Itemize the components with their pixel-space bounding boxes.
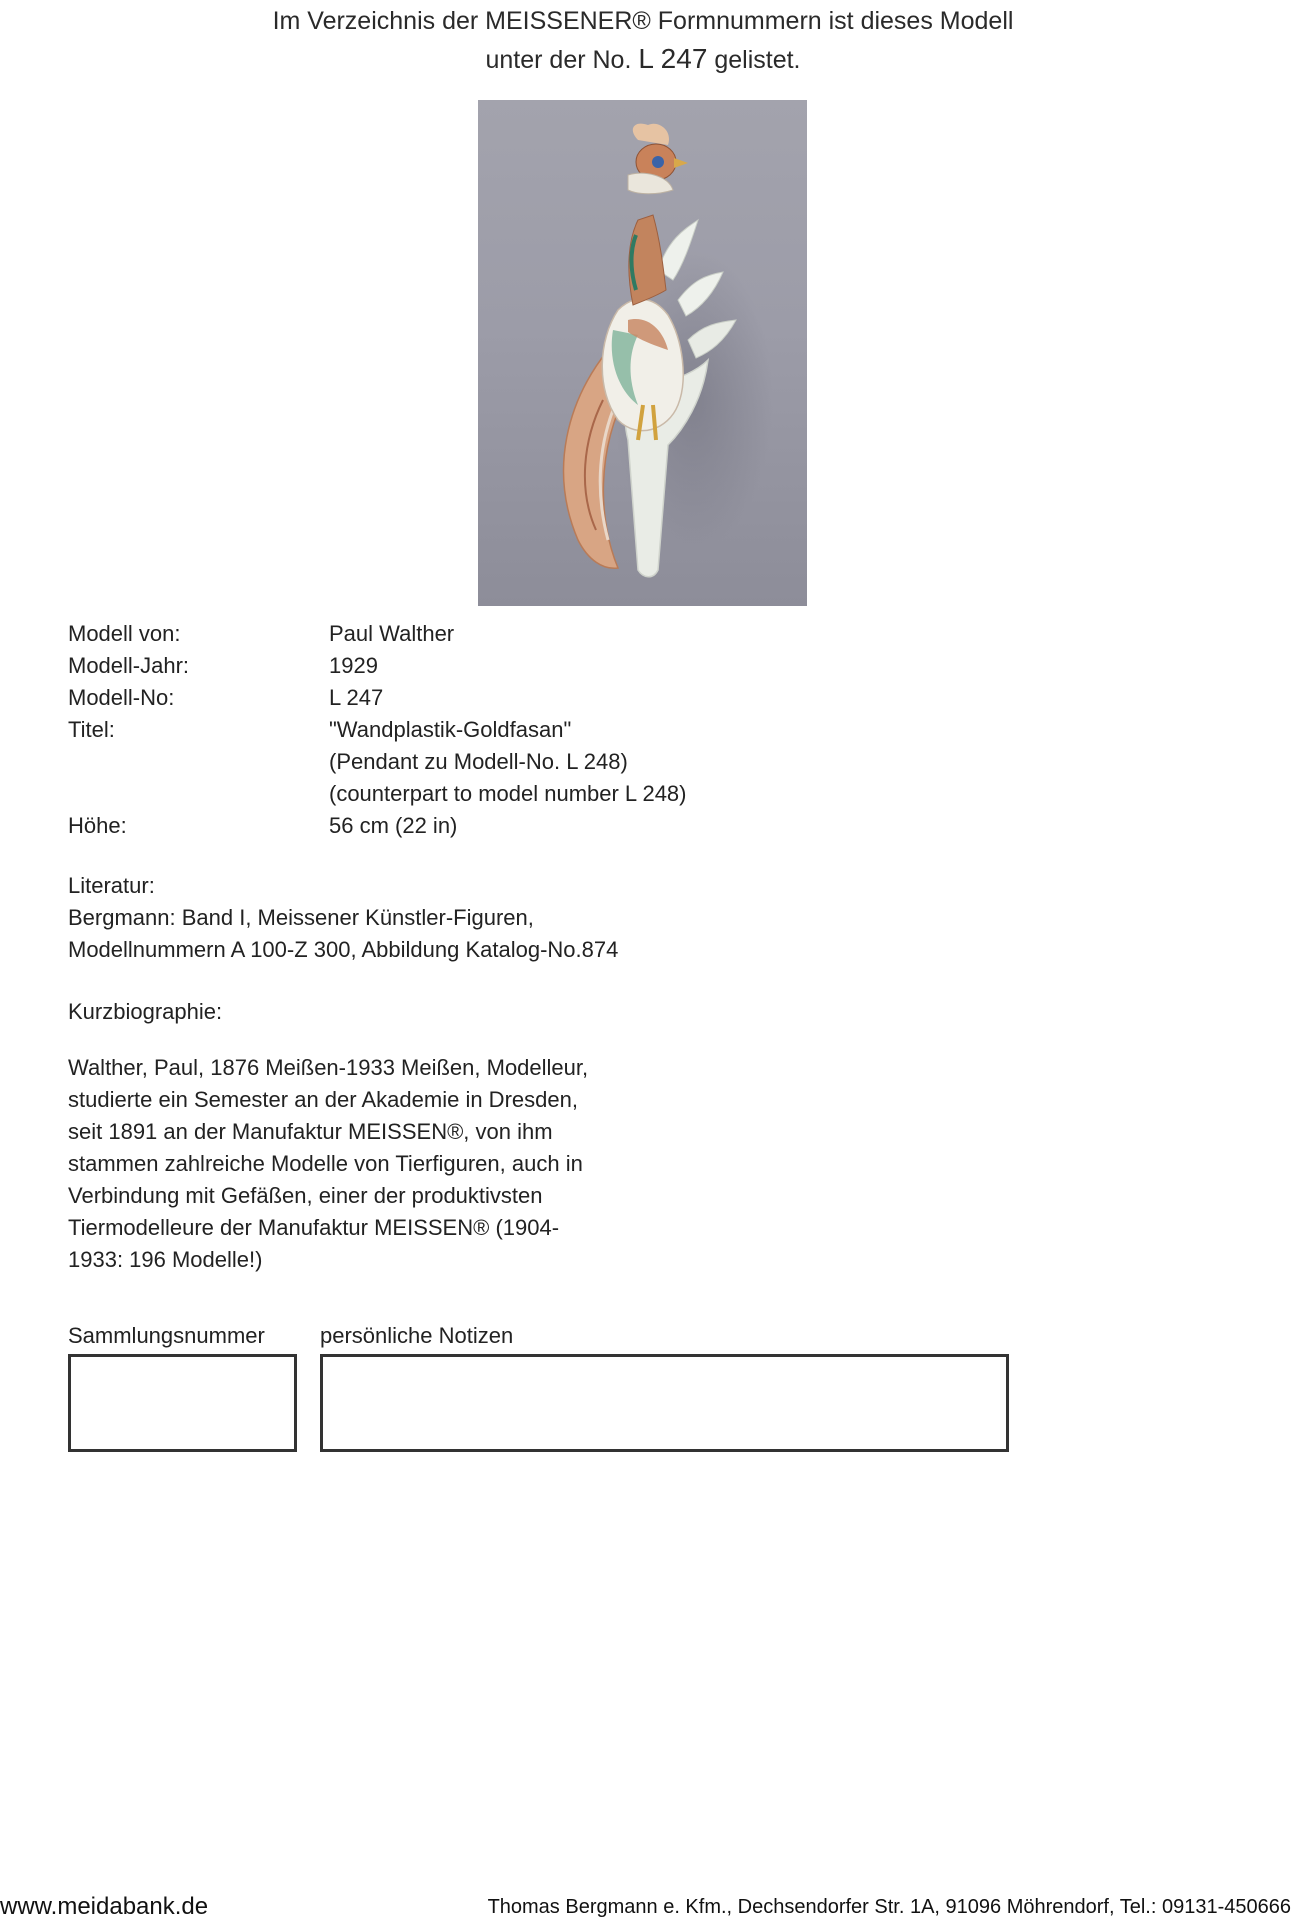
info-label	[68, 746, 329, 778]
info-value: (counterpart to model number L 248)	[329, 781, 687, 806]
biography-line: 1933: 196 Modelle!)	[68, 1247, 263, 1272]
info-value: 1929	[329, 653, 378, 678]
header-prefix: unter der No.	[485, 46, 632, 74]
literature-line: Bergmann: Band I, Meissener Künstler-Figuren,	[68, 905, 534, 930]
pheasant-figure-illustration	[478, 100, 807, 606]
info-row	[68, 650, 687, 682]
biography-line: studierte ein Semester an der Akademie in Dresden,	[68, 1087, 578, 1112]
header-model-number: L 247	[638, 43, 708, 74]
footer-address: Thomas Bergmann e. Kfm., Dechsendorfer Str. 1A, 91096 Möhrendorf, Tel.: 09131-450666	[487, 1896, 1291, 1918]
collection-number-label: Sammlungsnummer	[68, 1323, 265, 1348]
info-row	[68, 810, 687, 842]
info-value: L 247	[329, 685, 384, 710]
biography-line: seit 1891 an der Manufaktur MEISSEN®, von ihm	[68, 1119, 553, 1144]
info-row	[68, 778, 687, 810]
biography-text	[68, 1052, 628, 1276]
info-value: (Pendant zu Modell-No. L 248)	[329, 749, 628, 774]
info-value: 56 cm (22 in)	[329, 813, 458, 838]
page-header	[0, 2, 1286, 79]
collection-number-field[interactable]	[68, 1354, 297, 1452]
biography-heading: Kurzbiographie:	[68, 999, 223, 1024]
literature-line: Modellnummern A 100-Z 300, Abbildung Katalog-No.874	[68, 937, 619, 962]
info-value: "Wandplastik-Goldfasan"	[329, 717, 572, 742]
literature-section	[68, 870, 618, 966]
biography-line: Walther, Paul, 1876 Meißen-1933 Meißen, Modelleur,	[68, 1055, 589, 1080]
info-row	[68, 682, 687, 714]
porcelain-pheasant-photo	[478, 100, 807, 606]
biography-line: Verbindung mit Gefäßen, einer der produktivsten	[68, 1183, 543, 1208]
footer-website: www.meidabank.de	[0, 1893, 209, 1920]
header-line-1: Im Verzeichnis der MEISSENER® Formnummern ist dieses Modell	[272, 7, 1014, 35]
info-row	[68, 714, 687, 746]
header-line-2	[0, 40, 1286, 79]
info-row	[68, 746, 687, 778]
model-info-table	[68, 618, 687, 842]
literature-heading: Literatur:	[68, 873, 155, 898]
biography-line: Tiermodelleure der Manufaktur MEISSEN® (1904-	[68, 1215, 560, 1240]
info-label: Modell von:	[68, 621, 181, 646]
info-value: Paul Walther	[329, 621, 455, 646]
personal-notes-label: persönliche Notizen	[320, 1323, 514, 1348]
info-label: Modell-No:	[68, 685, 175, 710]
header-suffix: gelistet.	[714, 46, 801, 74]
info-label: Höhe:	[68, 813, 127, 838]
info-label	[68, 778, 329, 810]
info-label: Modell-Jahr:	[68, 653, 190, 678]
personal-notes-field[interactable]	[320, 1354, 1009, 1452]
info-row	[68, 618, 687, 650]
info-label: Titel:	[68, 717, 115, 742]
biography-line: stammen zahlreiche Modelle von Tierfiguren, auch in	[68, 1151, 583, 1176]
